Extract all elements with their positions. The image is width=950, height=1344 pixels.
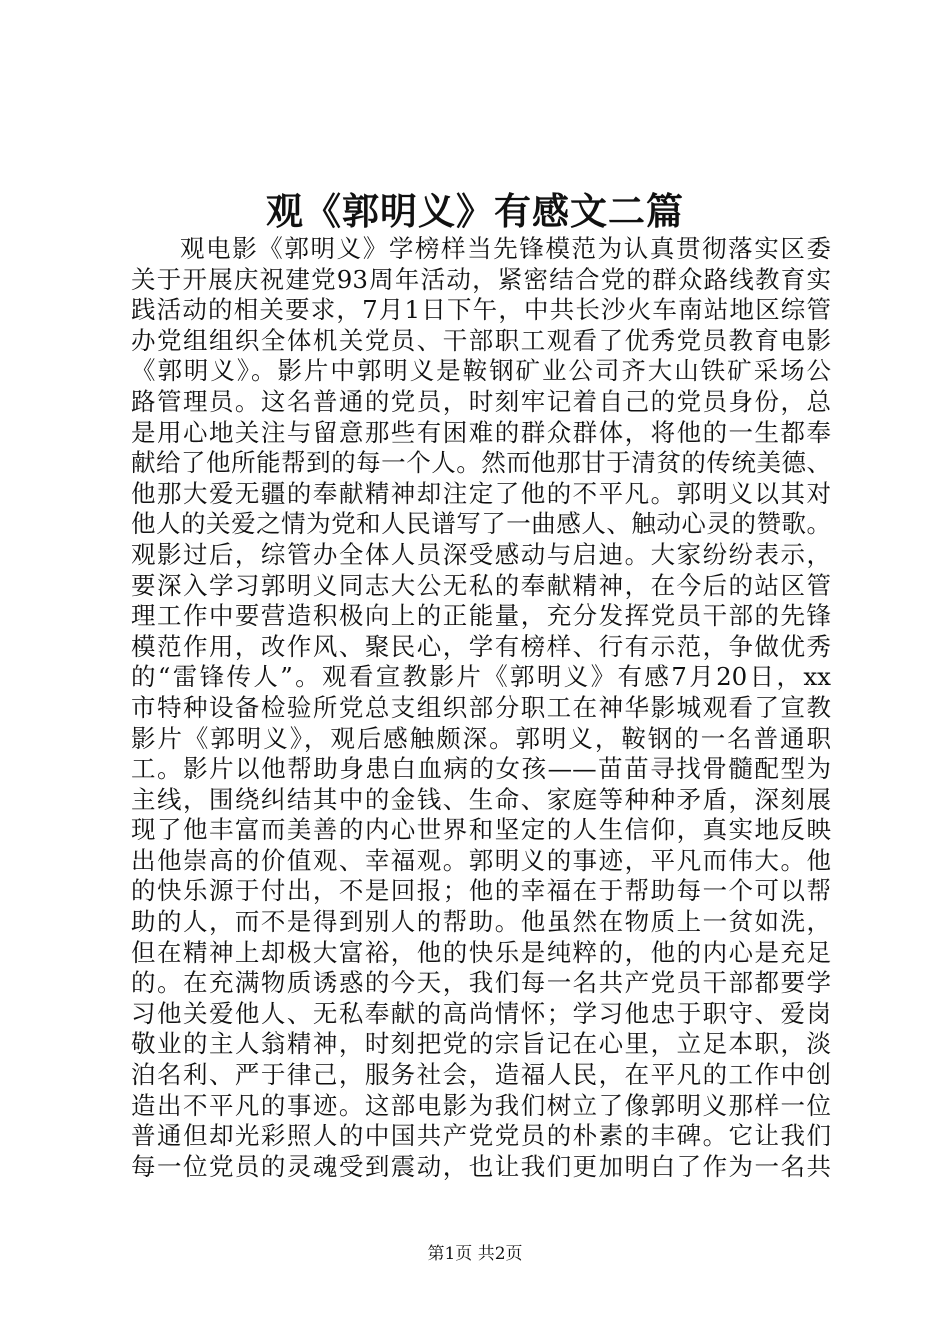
body-line: 工。影片以他帮助身患白血病的女孩——苗苗寻找骨髓配型为 — [131, 754, 831, 784]
body-line: 敬业的主人翁精神，时刻把党的宗旨记在心里，立足本职，淡 — [131, 1029, 831, 1059]
body-line: 造出不平凡的事迹。这部电影为我们树立了像郭明义那样一位 — [131, 1090, 831, 1120]
body-line: 关于开展庆祝建党93周年活动，紧密结合党的群众路线教育实 — [131, 264, 831, 294]
body-line: 要深入学习郭明义同志大公无私的奉献精神，在今后的站区管 — [131, 570, 831, 600]
body-line: 《郭明义》。影片中郭明义是鞍钢矿业公司齐大山铁矿采场公 — [131, 356, 831, 386]
body-line: 他那大爱无疆的奉献精神却注定了他的不平凡。郭明义以其对 — [131, 478, 831, 508]
body-line: 观电影《郭明义》学榜样当先锋模范为认真贯彻落实区委 — [180, 234, 831, 263]
body-line: 每一位党员的灵魂受到震动，也让我们更加明白了作为一名共 — [131, 1151, 831, 1181]
body-line: 影片《郭明义》，观后感触颇深。郭明义，鞍钢的一名普通职 — [131, 723, 831, 753]
body-line: 主线，围绕纠结其中的金钱、生命、家庭等种种矛盾，深刻展 — [131, 784, 831, 814]
body-line: 观影过后，综管办全体人员深受感动与启迪。大家纷纷表示， — [131, 539, 831, 569]
body-line: 普通但却光彩照人的中国共产党党员的朴素的丰碑。它让我们 — [131, 1121, 831, 1151]
body-line: 助的人，而不是得到别人的帮助。他虽然在物质上一贫如洗， — [131, 907, 831, 937]
body-line: 模范作用，改作风、聚民心，学有榜样、行有示范，争做优秀 — [131, 631, 831, 661]
body-line: 市特种设备检验所党总支组织部分职工在神华影城观看了宣教 — [131, 692, 831, 722]
body-line: 路管理员。这名普通的党员，时刻牢记着自己的党员身份，总 — [131, 386, 831, 416]
body-line: 他人的关爱之情为党和人民谱写了一曲感人、触动心灵的赞歌。 — [131, 509, 831, 539]
body-line: 习他关爱他人、无私奉献的高尚情怀；学习他忠于职守、爱岗 — [131, 998, 831, 1028]
document-body — [131, 234, 831, 1182]
body-line: 的“雷锋传人”。观看宣教影片《郭明义》有感7月20日，xx — [131, 662, 831, 692]
body-line: 但在精神上却极大富裕，他的快乐是纯粹的，他的内心是充足 — [131, 937, 831, 967]
body-line: 理工作中要营造积极向上的正能量，充分发挥党员干部的先锋 — [131, 601, 831, 631]
body-line: 献给了他所能帮到的每一个人。然而他那甘于清贫的传统美德、 — [131, 448, 831, 478]
body-line: 践活动的相关要求，7月1日下午，中共长沙火车南站地区综管 — [131, 295, 831, 325]
body-line: 是用心地关注与留意那些有困难的群众群体，将他的一生都奉 — [131, 417, 831, 447]
body-line: 的。在充满物质诱惑的今天，我们每一名共产党员干部都要学 — [131, 968, 831, 998]
body-line: 泊名利、严于律己，服务社会，造福人民，在平凡的工作中创 — [131, 1060, 831, 1090]
body-line: 的快乐源于付出，不是回报；他的幸福在于帮助每一个可以帮 — [131, 876, 831, 906]
document-title: 观《郭明义》有感文二篇 — [266, 189, 684, 233]
body-line: 现了他丰富而美善的内心世界和坚定的人生信仰，真实地反映 — [131, 815, 831, 845]
body-line: 出他崇高的价值观、幸福观。郭明义的事迹，平凡而伟大。他 — [131, 845, 831, 875]
page-footer: 第1页 共2页 — [427, 1244, 523, 1264]
body-line: 办党组组织全体机关党员、干部职工观看了优秀党员教育电影 — [131, 325, 831, 355]
